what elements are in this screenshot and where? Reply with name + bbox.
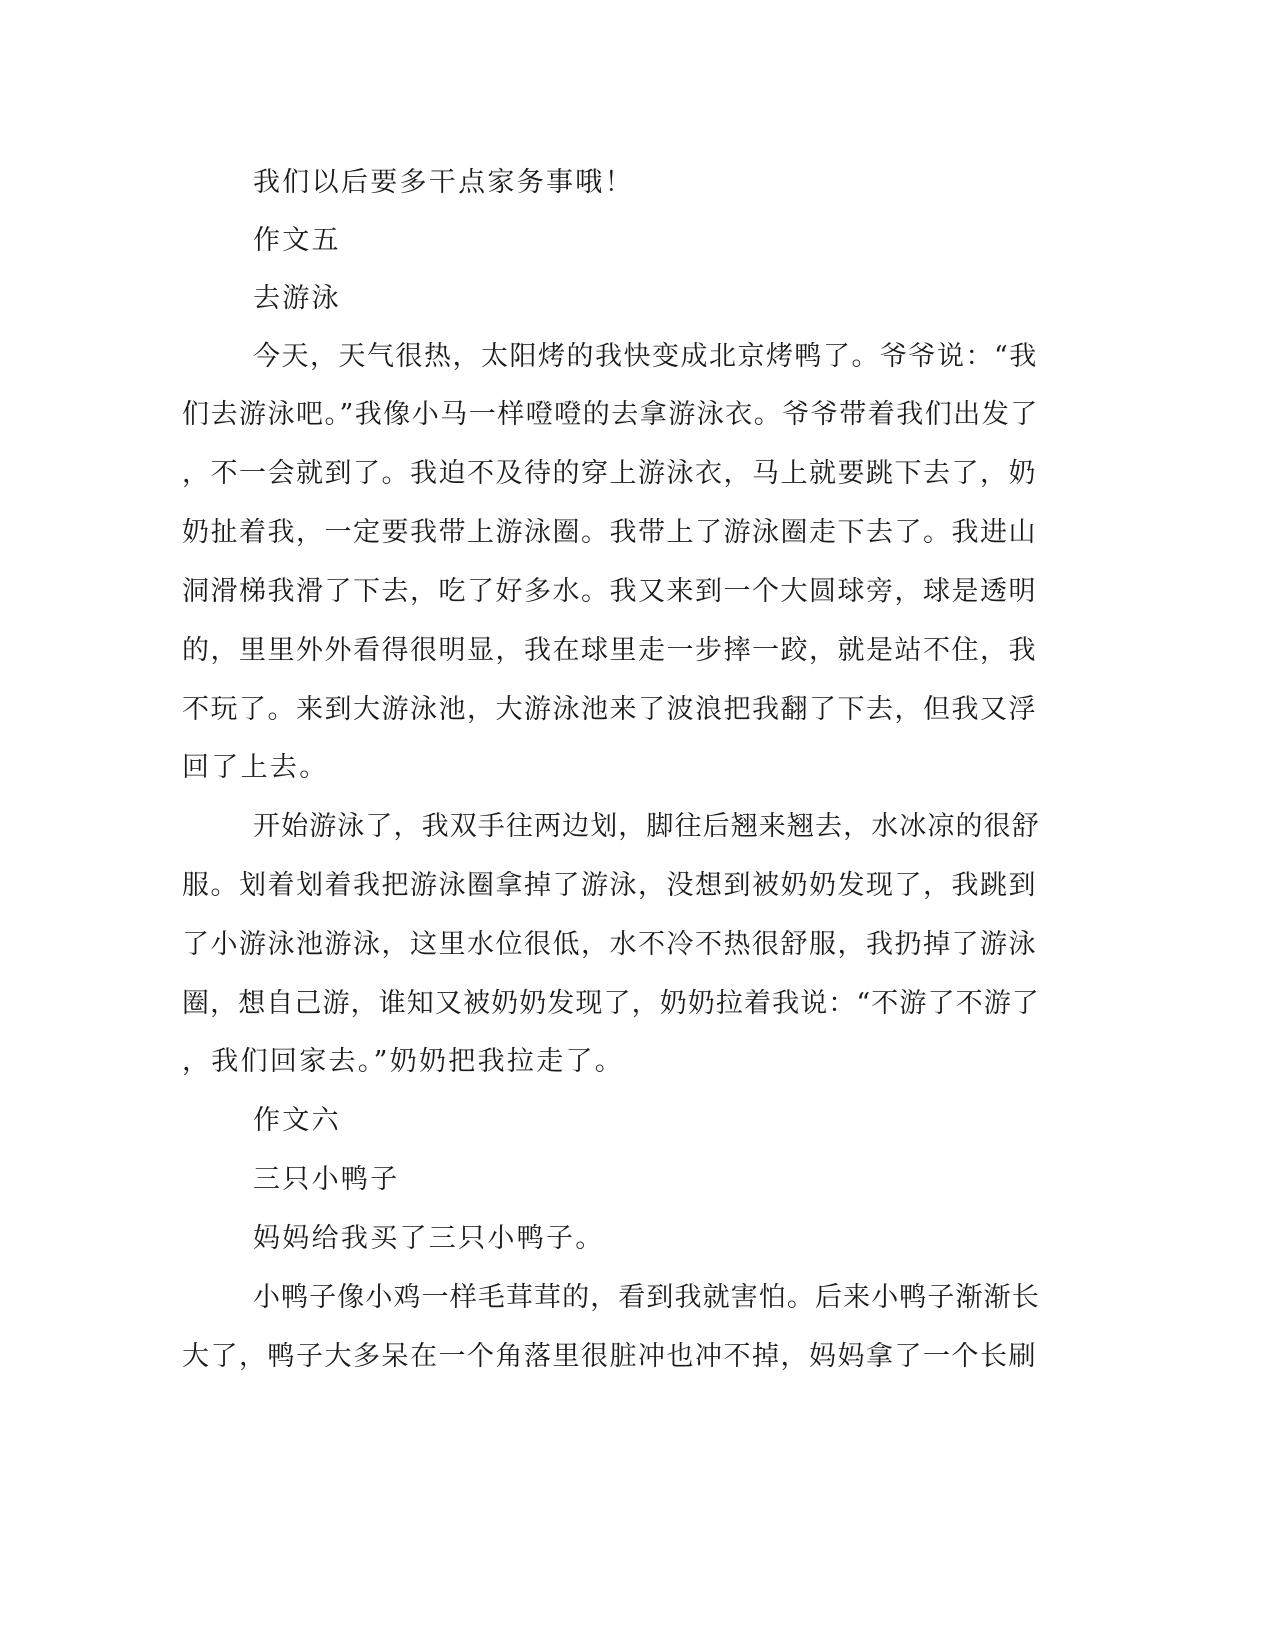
paragraph-line: 服。划着划着我把游泳圈拿掉了游泳，没想到被奶奶发现了，我跳到 xyxy=(182,870,1037,901)
paragraph-line: 了小游泳池游泳，这里水位很低，水不冷不热很舒服，我扔掉了游泳 xyxy=(182,929,1037,960)
paragraph-line: ，不一会就到了。我迫不及待的穿上游泳衣，马上就要跳下去了，奶 xyxy=(182,458,1037,489)
paragraph-line: 我们以后要多干点家务事哦！ xyxy=(253,167,634,198)
paragraph-line: 们去游泳吧。”我像小马一样噔噔的去拿游泳衣。爷爷带着我们出发了 xyxy=(182,399,1039,430)
paragraph-line: 今天，天气很热，太阳烤的我快变成北京烤鸭了。爷爷说：“我 xyxy=(253,341,1038,372)
paragraph-line: 圈，想自己游，谁知又被奶奶发现了，奶奶拉着我说：“不游了不游了 xyxy=(182,988,1040,1019)
paragraph-line: 小鸭子像小鸡一样毛茸茸的，看到我就害怕。后来小鸭子渐渐长 xyxy=(253,1282,1040,1313)
paragraph-line: 洞滑梯我滑了下去，吃了好多水。我又来到一个大圆球旁，球是透明 xyxy=(182,576,1037,607)
paragraph-line: 奶扯着我，一定要我带上游泳圈。我带上了游泳圈走下去了。我进山 xyxy=(182,517,1037,548)
paragraph-line: 大了，鸭子大多呆在一个角落里很脏冲也冲不掉，妈妈拿了一个长刷 xyxy=(182,1341,1037,1372)
section-heading: 作文六 xyxy=(253,1105,341,1136)
paragraph-line: 不玩了。来到大游泳池，大游泳池来了波浪把我翻了下去，但我又浮 xyxy=(182,694,1037,725)
essay-title: 三只小鸭子 xyxy=(253,1164,400,1195)
paragraph-line: 开始游泳了，我双手往两边划，脚往后翘来翘去，水冰凉的很舒 xyxy=(253,811,1040,842)
essay-title: 去游泳 xyxy=(253,283,341,314)
paragraph-line: 的，里里外外看得很明显，我在球里走一步摔一跤，就是站不住，我 xyxy=(182,635,1037,666)
paragraph-line: ，我们回家去。”奶奶把我拉走了。 xyxy=(182,1046,625,1077)
paragraph-line: 回了上去。 xyxy=(182,752,329,783)
section-heading: 作文五 xyxy=(253,225,341,256)
paragraph-line: 妈妈给我买了三只小鸭子。 xyxy=(253,1223,605,1254)
